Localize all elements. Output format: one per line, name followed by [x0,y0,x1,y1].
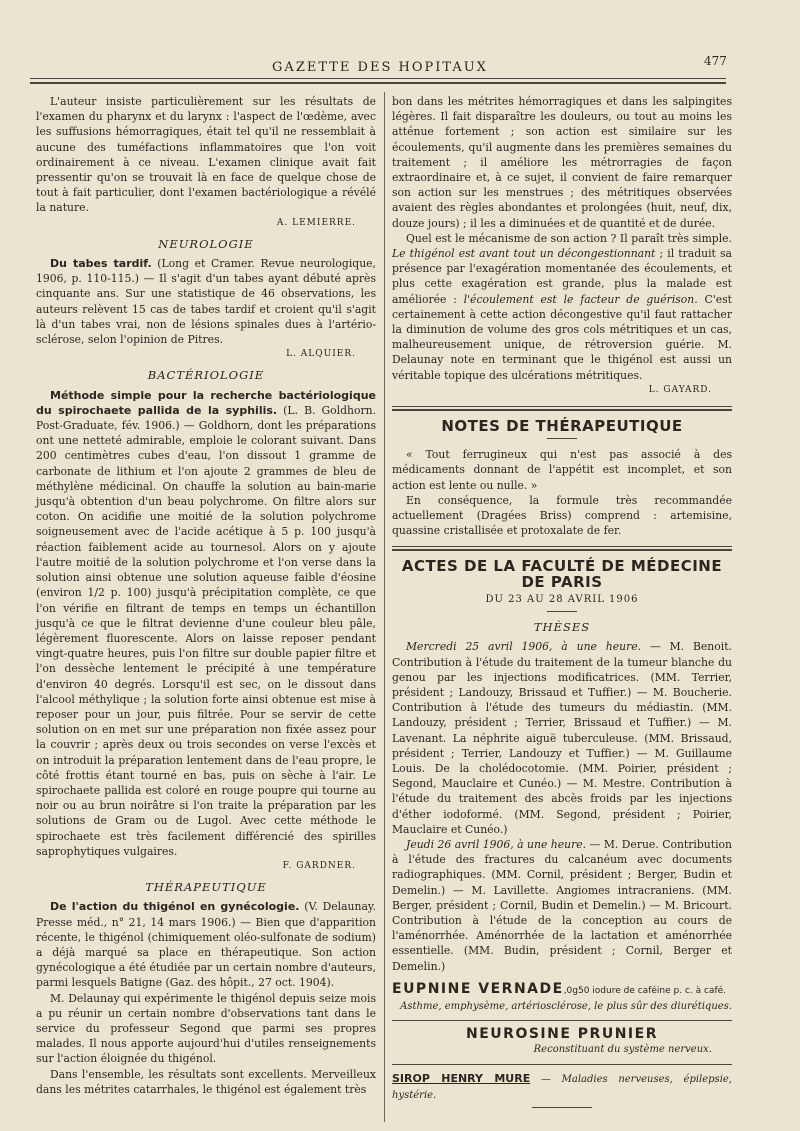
notes-short-rule [547,438,577,439]
section-therapeutique: THÉRAPEUTIQUE [145,880,267,895]
article-spirochaete [36,388,376,859]
theses-wednesday-date: Mercredi 25 avril 1906, à une heure. [406,640,642,654]
ad-neurosine [392,1027,732,1042]
mechanism-text-c: ; il traduit sa présence par l'exagération momentanée des écoulements, et plus cette exagération est grande, plus la malade est améliorée : [392,247,732,306]
page-number: 477 [704,54,727,68]
intro-paragraph: L'auteur insiste particulièrement sur les résultats de l'examen du pharynx et du larynx : l'aspect de l'œdème, avec les suffusions hémorragiques, était tel qu'il ne ressemblait à aucune des tuméfactions inflammatoires que l'on voit ordinairement à ce niveau. L'examen clinique avait fait pressentir qu'on se trouvait là en face de quelque chose de tout à fait particulier, dont l'examen bactériologique a révélé la nature. [36,95,376,215]
article-tabes [36,256,376,347]
column-divider [384,92,385,1122]
ad-rule-2 [392,1064,732,1065]
ad-sirop [392,1071,732,1103]
section-rule [392,406,732,411]
end-rule [532,1107,592,1108]
mechanism-text-a: Quel est le mécanisme de son action ? Il paraît très simple. [406,231,732,245]
ad-eupnine-brand: EUPNINE VERNADE [392,980,564,997]
notes-paragraph: En conséquence, la formule très recommandée actuellement (Dragées Briss) comprend : artemisine, quassine cristallisée et protoxalate de fer. [392,493,732,538]
section-bacteriologie: BACTÉRIOLOGIE [147,368,265,383]
running-header: GAZETTE DES HOPITAUX [272,60,488,75]
right-column [392,94,732,1116]
notes-heading: NOTES DE THÉRAPEUTIQUE [441,417,683,436]
theses-thursday [392,837,732,974]
theses-title: THÈSES [533,620,591,635]
continuation-paragraph: bon dans les métrites hémorragiques et dans les salpingites légères. Il fait disparaître les douleurs, ou tout au moins les atténue fortement ; son action est similaire sur les écoulements, qu'il augmente dans les premières semaines du traitement ; il améliore les métrorragies de façon extraordinaire et, à ce sujet, il convient de faire remarquer son action sur les menstrues ; des métritiques observées avaient des règles abondantes et prolongées (huit, neuf, dix, douze jours) ; il les a diminuées et de quantité et de durée. [392,95,732,230]
ad-sirop-brand: SIROP HENRY MURE [392,1071,531,1085]
article-spirochaete-body: Goldhorn, dont les préparations ont une netteté admirable, emploie le colorant suivant. Dans 200 centimètres cubes d'eau, l'on dissout 1 gramme de carbonate de lithium et l'on ajoute 2 grammes de bleu de méthylène médicinal. On chauffe la solution au bain-marie jusqu'à obtention d'un beau polychrome. On filtre alors sur coton. On acidifie une moitié de la solution polychrome soigneusement avec de l'acide acétique à 5 p. 100 jusqu'à réaction faiblement acide au tournesol. Alors on y ajoute l'autre moitié de la solution polychrome et l'on verse dans la solution ainsi obtenue une solution aqueuse faible d'éosine (environ 1/2 p. 100) jusqu'à précipitation complète, ce que l'on vérifie en filtrant de temps en temps un échantillon jusqu'à ce que le filtrat devienne d'une couleur bleu pâle, légèrement fluorescente. Alors on laisse reposer pendant vingt-quatre heures, puis l'on filtre sur double papier filtre et l'on dessèche lentement le précipité à une température d'environ 40 degrés. Lorsqu'il est sec, on le dissout dans l'alcool méthylique ; la solution forte ainsi obtenue est mise à reposer pour un jour, puis filtrée. Pour se servir de cette solution on en met sur une préparation non fixée assez pour la couvrir ; après deux ou trois secondes on verse l'excès et on introduit la préparation lentement dans de l'eau propre, le côté frottis étant tourné en bas, puis on sèche à l'air. Le spirochaete pallida est coloré en rouge poupre qui tourne au noir ou au brun noirâtre si l'on traite la préparation par les solutions de Gram ou de Lugol. Avec cette méthode le spirochaete est très facilement différencié des spirilles saprophytiques vulgaires. [36,419,376,858]
intro-signature: A. LEMIERRE. [276,217,356,228]
ad-eupnine-detail: ,0g50 iodure de caféine p. c. à café. [563,985,727,996]
article-tabes-ref: (Long et Cramer. Revue neurologique, 1906, p. 110-115.) — [36,257,376,286]
article-spirochaete-ref: (L. B. Goldhorn. Post-Graduate, fév. 1906.) — [36,403,377,433]
article-tabes-signature: L. ALQUIER. [286,349,356,360]
actes-subheading: DU 23 AU 28 AVRIL 1906 [485,593,639,605]
article-tabes-body: Il s'agit d'un tabes ayant débuté après cinquante ans. Sur une statistique de 46 observations, les auteurs relèvent 15 cas de tabes tardif et croient qu'il s'agit là d'un tabes vrai, non de lésions spinales dues à l'artério-sclérose, selon l'opinion de Pitres. [36,272,376,347]
left-column [36,94,376,1097]
mechanism-text-e: . C'est certainement à cette action décongestive qu'il faut rattacher la diminution de volume des gros cols métritiques et un cas, malheureusement unique, de rétroversion guérie. M. Delaunay note en terminant que le thigénol est aussi un véritable topique des ulcérations métritiques. [392,292,732,382]
theses-thursday-text: — M. Derue. Contribution à l'étude des fractures du calcanéum avec documents radiographiques. (MM. Cornil, président ; Berger, Budin et Demelin.) — M. Lavillette. Angiomes intracraniens. (MM. Berger, président ; Cornil, Budin et Demelin.) — M. Bricourt. Contribution à l'étude de la conception au cours de l'aménorrhée. Aménorrhée de la lactation et aménorrhée essentielle. (MM. Budin, président ; Cornil, Berger et Demelin.) [392,837,732,973]
theses-wednesday-text: — M. Benoit. Contribution à l'étude du traitement de la tumeur blanche du genou par les injections modificatrices. (MM. Terrier, président ; Landouzy, Brissaud et Tuffier.) — M. Boucherie. Contribution à l'étude des tumeurs du médiastin. (MM. Landouzy, président ; Terrier, Brissaud et Tuffier.) — M. Lavenant. La néphrite aiguë tuberculeuse. (MM. Brissaud, président ; Terrier, Landouzy et Tuffier.) — M. Guillaume Louis. De la cholédocotomie. (MM. Poirier, président ; Segond, Mauclaire et Cunéo.) — M. Mestre. Contribution à l'étude du traitement des abcès froids par les injections d'éther iodoformé. (MM. Segond, président ; Poirier, Mauclaire et Cunéo.) [392,640,732,836]
actes-heading: ACTES DE LA FACULTÉ DE MÉDECINE DE PARIS [401,557,723,591]
article-thigenol-ref: (V. Delaunay. Presse méd., n° 21, 14 mars 1906.) — [36,900,377,929]
theses-thursday-date: Jeudi 26 avril 1906, à une heure. [406,837,587,851]
ad-sirop-tagline: — Maladies nerveuses, épilepsie, hystérie. [392,1073,732,1101]
mechanism-text-d: l'écoulement est le facteur de guérison [463,292,695,306]
ad-neurosine-tagline: Reconstituant du système nerveux. [533,1044,712,1056]
actes-short-rule [547,611,577,612]
header-rule [30,78,726,79]
article-tabes-title: Du tabes tardif. [50,257,152,271]
ad-neurosine-brand: NEUROSINE PRUNIER [466,1026,658,1043]
header-rule-thick [30,82,726,84]
article-thigenol [36,899,376,990]
article-thigenol-title: De l'action du thigénol en gynécologie. [50,900,300,914]
section-rule-2 [392,546,732,551]
article-thigenol-body: Bien que d'apparition récente, le thigénol (chimiquement oléo-sulfonate de sodium) a déjà marqué sa place en thérapeutique. Son action gynécologique a été étudiée par un certain nombre d'auteurs, parmi lesquels Batigne (Gaz. des hôpit., 27 oct. 1904). [36,915,377,990]
article-spirochaete-signature: F. GARDNER. [282,860,356,871]
ad-eupnine-tagline: Asthme, emphysème, artériosclérose, le plus sûr des diurétiques. [400,1000,732,1012]
section-neurologie: NEUROLOGIE [158,236,254,251]
mechanism-text-b: Le thigénol est avant tout un décongestionnant [392,247,656,261]
notes-quote: « Tout ferrugineux qui n'est pas associé à des médicaments donnant de l'appétit est incomplet, et son action est lente ou nulle. » [392,448,732,492]
theses-wednesday [392,639,732,837]
article-thigenol-p2: M. Delaunay qui expérimente le thigénol depuis seize mois a pu réunir un certain nombre d'observations tant dans le service du professeur Segond que parmi ses propres malades. Il nous apporte aujourd'hui d'utiles renseignements sur l'action éloignée du thigénol. [36,991,376,1066]
article-spirochaete-title: Méthode simple pour la recherche bactériologique du spirochaete pallida de la syphilis. [36,388,376,417]
mechanism-paragraph [392,231,732,383]
ad-rule-1 [392,1020,732,1021]
continuation-signature: L. GAYARD. [648,384,712,395]
article-thigenol-p3: Dans l'ensemble, les résultats sont excellents. Merveilleux dans les métrites catarrhales, le thigénol est également très [36,1067,376,1096]
ad-eupnine [392,982,732,999]
